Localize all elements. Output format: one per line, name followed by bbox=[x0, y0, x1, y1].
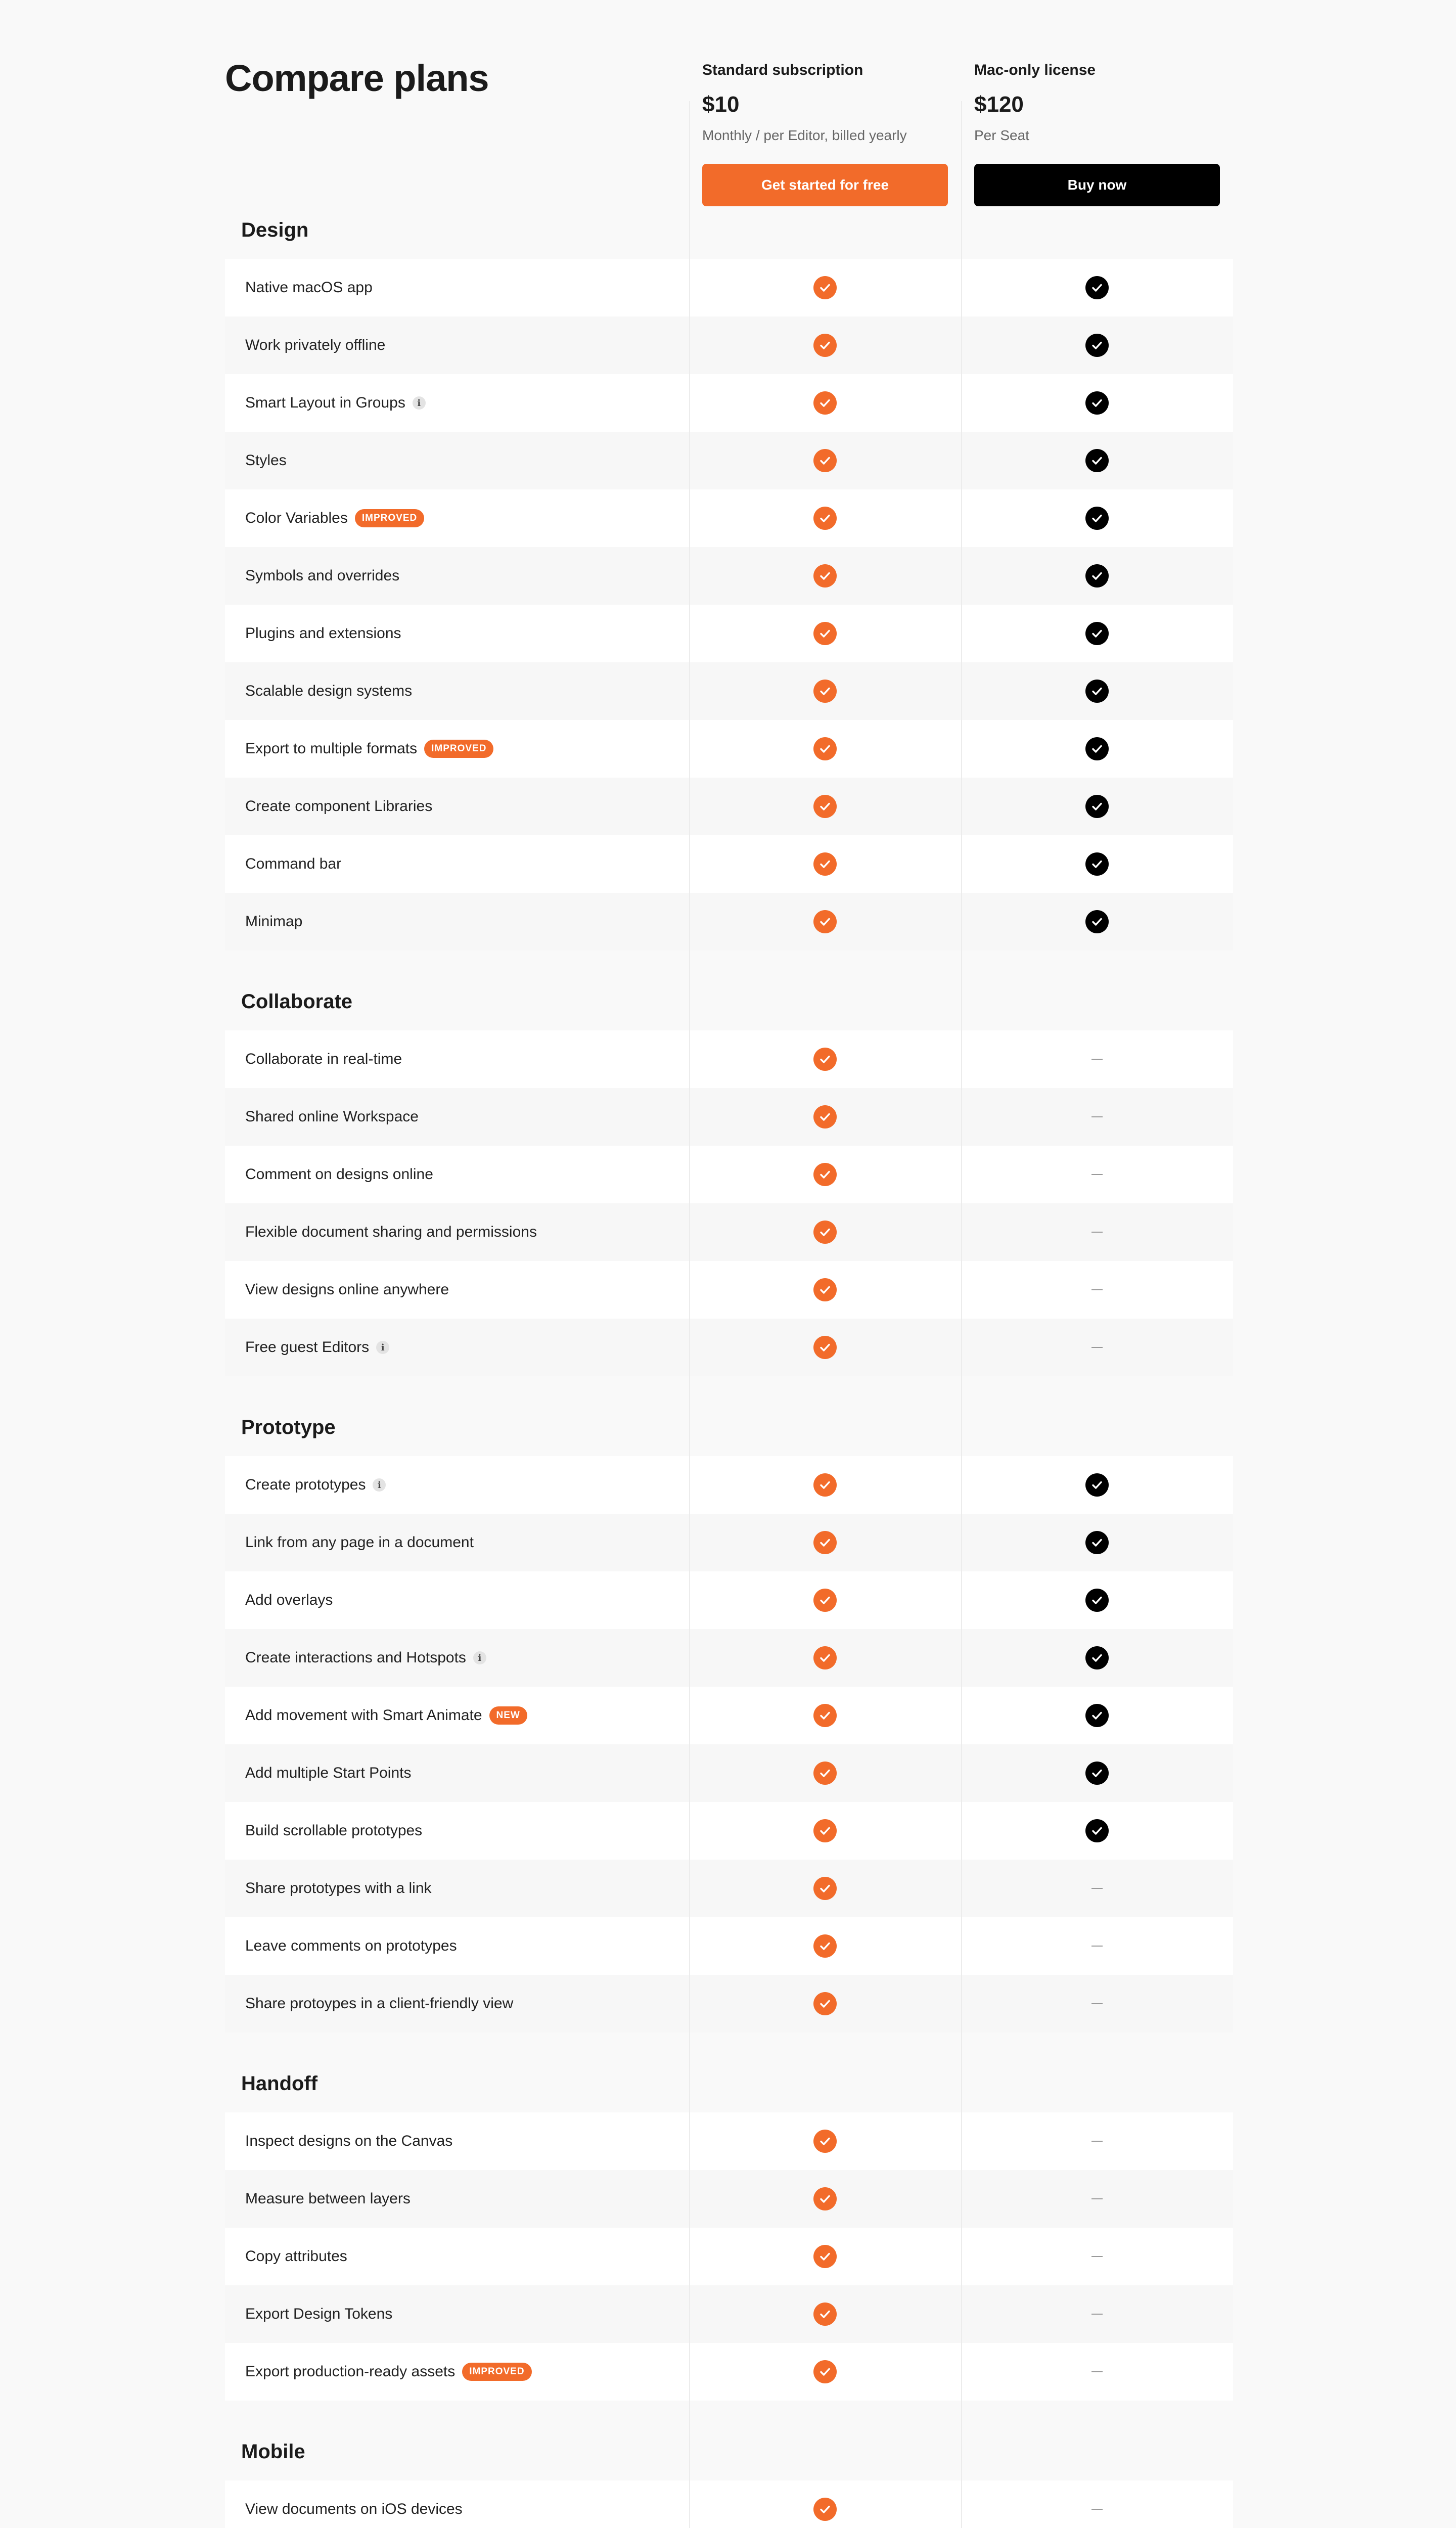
section-design bbox=[225, 201, 1233, 951]
dash-icon bbox=[1091, 2198, 1103, 2199]
check-icon bbox=[1085, 737, 1109, 760]
column-divider bbox=[961, 101, 962, 2528]
mac-cell bbox=[961, 2285, 1233, 2343]
feature-label: Add multiple Start Points bbox=[245, 1765, 412, 1781]
mac-cell bbox=[961, 317, 1233, 374]
dash-icon bbox=[1091, 2141, 1103, 2142]
check-icon bbox=[813, 1473, 837, 1497]
check-icon bbox=[1085, 1646, 1109, 1669]
table-row bbox=[225, 778, 1233, 835]
mac-cell bbox=[961, 1030, 1233, 1088]
feature-label: Collaborate in real-time bbox=[245, 1051, 402, 1067]
check-icon bbox=[813, 2303, 837, 2326]
table-row bbox=[225, 662, 1233, 720]
check-icon bbox=[813, 1221, 837, 1244]
check-icon bbox=[813, 564, 837, 588]
table-row bbox=[225, 2112, 1233, 2170]
feature-label: Scalable design systems bbox=[245, 683, 413, 699]
info-icon[interactable]: i bbox=[373, 1478, 386, 1492]
feature-label: Flexible document sharing and permissions bbox=[245, 1224, 537, 1240]
mac-cell bbox=[961, 1802, 1233, 1860]
feature-label: Build scrollable prototypes bbox=[245, 1822, 423, 1839]
mac-cell bbox=[961, 1917, 1233, 1975]
standard-cell bbox=[689, 1571, 961, 1629]
check-icon bbox=[813, 910, 837, 933]
mac-cell bbox=[961, 259, 1233, 317]
feature-label: Plugins and extensions bbox=[245, 625, 401, 642]
feature-label: Command bar bbox=[245, 855, 342, 872]
table-row bbox=[225, 374, 1233, 432]
feature-label: Create prototypes bbox=[245, 1476, 366, 1493]
standard-cell bbox=[689, 1687, 961, 1744]
plan-name: Standard subscription bbox=[702, 62, 863, 78]
check-icon bbox=[1085, 852, 1109, 876]
standard-cell bbox=[689, 2112, 961, 2170]
check-icon bbox=[813, 1336, 837, 1359]
feature-label: Smart Layout in Groups bbox=[245, 394, 405, 411]
standard-cell bbox=[689, 374, 961, 432]
plan-price: $120 bbox=[974, 92, 1024, 117]
mac-cell bbox=[961, 489, 1233, 547]
mac-cell bbox=[961, 1744, 1233, 1802]
check-icon bbox=[813, 1589, 837, 1612]
check-icon bbox=[1085, 622, 1109, 645]
standard-cell bbox=[689, 893, 961, 951]
mac-cell bbox=[961, 778, 1233, 835]
standard-cell bbox=[689, 778, 961, 835]
check-icon bbox=[813, 622, 837, 645]
status-badge: NEW bbox=[489, 1706, 527, 1725]
standard-cell bbox=[689, 1629, 961, 1687]
table-row bbox=[225, 2170, 1233, 2228]
standard-cell bbox=[689, 1261, 961, 1319]
mac-cell bbox=[961, 662, 1233, 720]
check-icon bbox=[813, 1934, 837, 1958]
mac-cell bbox=[961, 1571, 1233, 1629]
table-row bbox=[225, 1088, 1233, 1146]
mac-cell bbox=[961, 1975, 1233, 2033]
check-icon bbox=[813, 1704, 837, 1727]
standard-cell bbox=[689, 259, 961, 317]
check-icon bbox=[1085, 1531, 1109, 1554]
check-icon bbox=[813, 2498, 837, 2521]
check-icon bbox=[813, 391, 837, 415]
check-icon bbox=[813, 1048, 837, 1071]
mac-cell bbox=[961, 2170, 1233, 2228]
table-row bbox=[225, 1687, 1233, 1744]
feature-label: Inspect designs on the Canvas bbox=[245, 2133, 453, 2149]
standard-cell bbox=[689, 1203, 961, 1261]
check-icon bbox=[1085, 449, 1109, 472]
mac-cell bbox=[961, 2228, 1233, 2285]
dash-icon bbox=[1091, 1232, 1103, 1233]
table-row bbox=[225, 1514, 1233, 1571]
mac-cell bbox=[961, 2343, 1233, 2401]
dash-icon bbox=[1091, 2256, 1103, 2257]
table-row bbox=[225, 2285, 1233, 2343]
feature-label: Measure between layers bbox=[245, 2190, 411, 2207]
check-icon bbox=[813, 507, 837, 530]
standard-cell bbox=[689, 2170, 961, 2228]
dash-icon bbox=[1091, 1289, 1103, 1290]
feature-label: Color Variables bbox=[245, 510, 348, 526]
feature-label: Add movement with Smart Animate bbox=[245, 1707, 482, 1724]
check-icon bbox=[813, 852, 837, 876]
feature-label: View documents on iOS devices bbox=[245, 2501, 463, 2517]
feature-label: Comment on designs online bbox=[245, 1166, 433, 1183]
feature-label: Link from any page in a document bbox=[245, 1534, 474, 1551]
check-icon bbox=[1085, 1473, 1109, 1497]
section-collaborate bbox=[225, 973, 1233, 1376]
check-icon bbox=[813, 1163, 837, 1186]
feature-label: Create interactions and Hotspots bbox=[245, 1649, 466, 1666]
plan-price: $10 bbox=[702, 92, 740, 117]
feature-label: Shared online Workspace bbox=[245, 1108, 419, 1125]
check-icon bbox=[1085, 795, 1109, 818]
standard-cell bbox=[689, 1802, 961, 1860]
standard-cell bbox=[689, 2343, 961, 2401]
check-icon bbox=[1085, 334, 1109, 357]
mac-cell bbox=[961, 374, 1233, 432]
check-icon bbox=[813, 1877, 837, 1900]
check-icon bbox=[813, 1278, 837, 1301]
dash-icon bbox=[1091, 2371, 1103, 2372]
check-icon bbox=[1085, 1704, 1109, 1727]
dash-icon bbox=[1091, 1946, 1103, 1947]
table-row bbox=[225, 489, 1233, 547]
table-row bbox=[225, 835, 1233, 893]
dash-icon bbox=[1091, 2314, 1103, 2315]
standard-cell bbox=[689, 1030, 961, 1088]
check-icon bbox=[813, 2130, 837, 2153]
feature-label: Symbols and overrides bbox=[245, 567, 400, 584]
feature-label: Export to multiple formats bbox=[245, 740, 418, 757]
table-row bbox=[225, 1860, 1233, 1917]
table-row bbox=[225, 432, 1233, 489]
standard-cell bbox=[689, 605, 961, 662]
table-row bbox=[225, 1629, 1233, 1687]
standard-cell bbox=[689, 489, 961, 547]
status-badge: IMPROVED bbox=[424, 740, 493, 758]
check-icon bbox=[813, 1819, 837, 1842]
section-prototype bbox=[225, 1398, 1233, 2033]
table-row bbox=[225, 1456, 1233, 1514]
standard-cell bbox=[689, 2480, 961, 2528]
mac-cell bbox=[961, 1860, 1233, 1917]
mac-cell bbox=[961, 893, 1233, 951]
check-icon bbox=[813, 2245, 837, 2268]
check-icon bbox=[1085, 680, 1109, 703]
mac-cell bbox=[961, 1261, 1233, 1319]
check-icon bbox=[813, 276, 837, 299]
standard-cell bbox=[689, 720, 961, 778]
table-row bbox=[225, 605, 1233, 662]
check-icon bbox=[813, 2187, 837, 2210]
feature-label: View designs online anywhere bbox=[245, 1281, 449, 1298]
table-row bbox=[225, 1744, 1233, 1802]
feature-label: Copy attributes bbox=[245, 2248, 347, 2265]
mac-cell bbox=[961, 1146, 1233, 1203]
status-badge: IMPROVED bbox=[462, 2363, 531, 2381]
mac-cell bbox=[961, 1456, 1233, 1514]
standard-cell bbox=[689, 1860, 961, 1917]
standard-cell bbox=[689, 317, 961, 374]
table-row bbox=[225, 2343, 1233, 2401]
dash-icon bbox=[1091, 1347, 1103, 1348]
table-row bbox=[225, 1802, 1233, 1860]
standard-cell bbox=[689, 1514, 961, 1571]
mac-cell bbox=[961, 1687, 1233, 1744]
info-icon[interactable]: i bbox=[376, 1341, 389, 1354]
mac-cell bbox=[961, 1629, 1233, 1687]
dash-icon bbox=[1091, 2509, 1103, 2510]
table-row bbox=[225, 1571, 1233, 1629]
check-icon bbox=[1085, 1819, 1109, 1842]
section-title: Design bbox=[241, 218, 309, 241]
feature-label: Add overlays bbox=[245, 1592, 333, 1608]
standard-cell bbox=[689, 1744, 961, 1802]
table-row bbox=[225, 2228, 1233, 2285]
check-icon bbox=[813, 795, 837, 818]
mac-cell bbox=[961, 2112, 1233, 2170]
column-divider bbox=[689, 101, 690, 2528]
table-row bbox=[225, 1146, 1233, 1203]
standard-cell bbox=[689, 662, 961, 720]
feature-label: Export production-ready assets bbox=[245, 2363, 456, 2380]
feature-label: Share prototypes with a link bbox=[245, 1880, 432, 1897]
mac-cell bbox=[961, 547, 1233, 605]
status-badge: IMPROVED bbox=[355, 509, 424, 527]
check-icon bbox=[1085, 1762, 1109, 1785]
check-icon bbox=[813, 1762, 837, 1785]
table-row bbox=[225, 1975, 1233, 2033]
mac-cell bbox=[961, 720, 1233, 778]
page-title: Compare plans bbox=[225, 57, 489, 99]
dash-icon bbox=[1091, 1116, 1103, 1117]
plan-standard bbox=[702, 62, 948, 193]
section-title: Mobile bbox=[241, 2440, 305, 2463]
feature-label: Free guest Editors bbox=[245, 1339, 370, 1356]
mac-cell bbox=[961, 1203, 1233, 1261]
check-icon bbox=[1085, 507, 1109, 530]
table-row bbox=[225, 317, 1233, 374]
check-icon bbox=[813, 2360, 837, 2383]
dash-icon bbox=[1091, 1059, 1103, 1060]
check-icon bbox=[813, 449, 837, 472]
check-icon bbox=[1085, 1589, 1109, 1612]
standard-cell bbox=[689, 1917, 961, 1975]
feature-label: Create component Libraries bbox=[245, 798, 433, 815]
table-row bbox=[225, 720, 1233, 778]
table-row bbox=[225, 1319, 1233, 1376]
feature-label: Native macOS app bbox=[245, 279, 373, 296]
section-title: Prototype bbox=[241, 1416, 336, 1438]
check-icon bbox=[813, 1105, 837, 1128]
mac-cell bbox=[961, 432, 1233, 489]
check-icon bbox=[1085, 391, 1109, 415]
plan-note: Monthly / per Editor, billed yearly bbox=[702, 127, 907, 143]
feature-label: Export Design Tokens bbox=[245, 2306, 393, 2322]
check-icon bbox=[1085, 910, 1109, 933]
standard-cell bbox=[689, 2228, 961, 2285]
check-icon bbox=[813, 334, 837, 357]
section-title: Collaborate bbox=[241, 990, 353, 1013]
dash-icon bbox=[1091, 1174, 1103, 1175]
mac-cell bbox=[961, 1319, 1233, 1376]
standard-cell bbox=[689, 835, 961, 893]
standard-cell bbox=[689, 1088, 961, 1146]
check-icon bbox=[813, 1531, 837, 1554]
buy-now-button[interactable]: Buy now bbox=[974, 164, 1220, 206]
check-icon bbox=[813, 1992, 837, 2015]
dash-icon bbox=[1091, 1888, 1103, 1889]
check-icon bbox=[1085, 564, 1109, 588]
standard-cell bbox=[689, 1319, 961, 1376]
feature-label: Minimap bbox=[245, 913, 303, 930]
feature-label: Leave comments on prototypes bbox=[245, 1937, 457, 1954]
standard-cell bbox=[689, 2285, 961, 2343]
feature-label: Work privately offline bbox=[245, 337, 386, 353]
plan-mac-only bbox=[974, 62, 1220, 193]
standard-cell bbox=[689, 1975, 961, 2033]
table-row bbox=[225, 2480, 1233, 2528]
dash-icon bbox=[1091, 2003, 1103, 2004]
standard-cell bbox=[689, 1146, 961, 1203]
table-row bbox=[225, 893, 1233, 951]
get-started-button[interactable]: Get started for free bbox=[702, 164, 948, 206]
standard-cell bbox=[689, 547, 961, 605]
table-row bbox=[225, 1203, 1233, 1261]
mac-cell bbox=[961, 835, 1233, 893]
check-icon bbox=[813, 737, 837, 760]
table-row bbox=[225, 1917, 1233, 1975]
mac-cell bbox=[961, 2480, 1233, 2528]
info-icon[interactable]: i bbox=[473, 1651, 486, 1664]
mac-cell bbox=[961, 1088, 1233, 1146]
feature-label: Styles bbox=[245, 452, 287, 469]
standard-cell bbox=[689, 1456, 961, 1514]
info-icon[interactable]: i bbox=[413, 396, 426, 410]
check-icon bbox=[813, 680, 837, 703]
table-row bbox=[225, 547, 1233, 605]
table-row bbox=[225, 1030, 1233, 1088]
mac-cell bbox=[961, 605, 1233, 662]
table-row bbox=[225, 1261, 1233, 1319]
check-icon bbox=[1085, 276, 1109, 299]
feature-label: Share protoypes in a client-friendly view bbox=[245, 1995, 514, 2012]
check-icon bbox=[813, 1646, 837, 1669]
section-title: Handoff bbox=[241, 2072, 318, 2095]
section-mobile bbox=[225, 2423, 1233, 2528]
standard-cell bbox=[689, 432, 961, 489]
mac-cell bbox=[961, 1514, 1233, 1571]
plan-note: Per Seat bbox=[974, 127, 1029, 143]
table-row bbox=[225, 259, 1233, 317]
section-handoff bbox=[225, 2055, 1233, 2401]
plan-name: Mac-only license bbox=[974, 62, 1096, 78]
